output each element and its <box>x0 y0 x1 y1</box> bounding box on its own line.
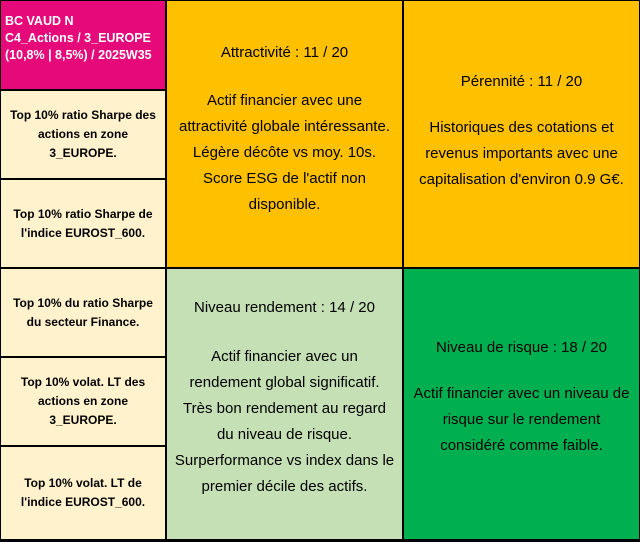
risque-title: Niveau de risque : 18 / 20 <box>436 339 607 356</box>
asset-name: BC VAUD N <box>5 14 74 28</box>
perennite-title: Pérennité : 11 / 20 <box>460 73 583 90</box>
asset-stats: (10,8% | 8,5%) / 2025W35 <box>5 48 152 62</box>
quadrant-perennite <box>403 0 640 268</box>
quadrant-rendement <box>166 268 403 540</box>
asset-category: C4_Actions / 3_EUROPE <box>5 31 151 45</box>
criterion-volat-zone: Top 10% volat. LT des actions en zone 3_EUROPE. <box>0 357 166 446</box>
attractivite-title: Attractivité : 11 / 20 <box>220 44 349 61</box>
criterion-sharpe-sector: Top 10% du ratio Sharpe du secteur Finance. <box>0 268 166 357</box>
rendement-title: Niveau rendement : 14 / 20 <box>194 299 375 316</box>
criterion-sharpe-zone: Top 10% ratio Sharpe des actions en zone 3_EUROPE. <box>0 90 166 179</box>
quadrant-risque <box>403 268 640 540</box>
rendement-body: Actif financier avec un rendement global significatif. Très bon rendement au regard du niveau de risque. Surperformance vs index dans le premier décile des actifs. <box>174 348 395 495</box>
perennite-body: Historiques des cotations et revenus importants avec une capitalisation d'environ 0.9 G€. <box>419 119 624 188</box>
quadrant-attractivite <box>166 0 403 268</box>
asset-header <box>0 0 166 90</box>
attractivite-body: Actif financier avec une attractivité globale intéressante. Légère décôte vs moy. 10s. Score ESG de l'actif non disponible. <box>179 92 390 213</box>
criterion-sharpe-index: Top 10% ratio Sharpe de l'indice EUROST_600. <box>0 179 166 268</box>
risque-body: Actif financier avec un niveau de risque sur le rendement considéré comme faible. <box>413 385 630 454</box>
criterion-volat-index: Top 10% volat. LT de l'indice EUROST_600. <box>0 446 166 540</box>
